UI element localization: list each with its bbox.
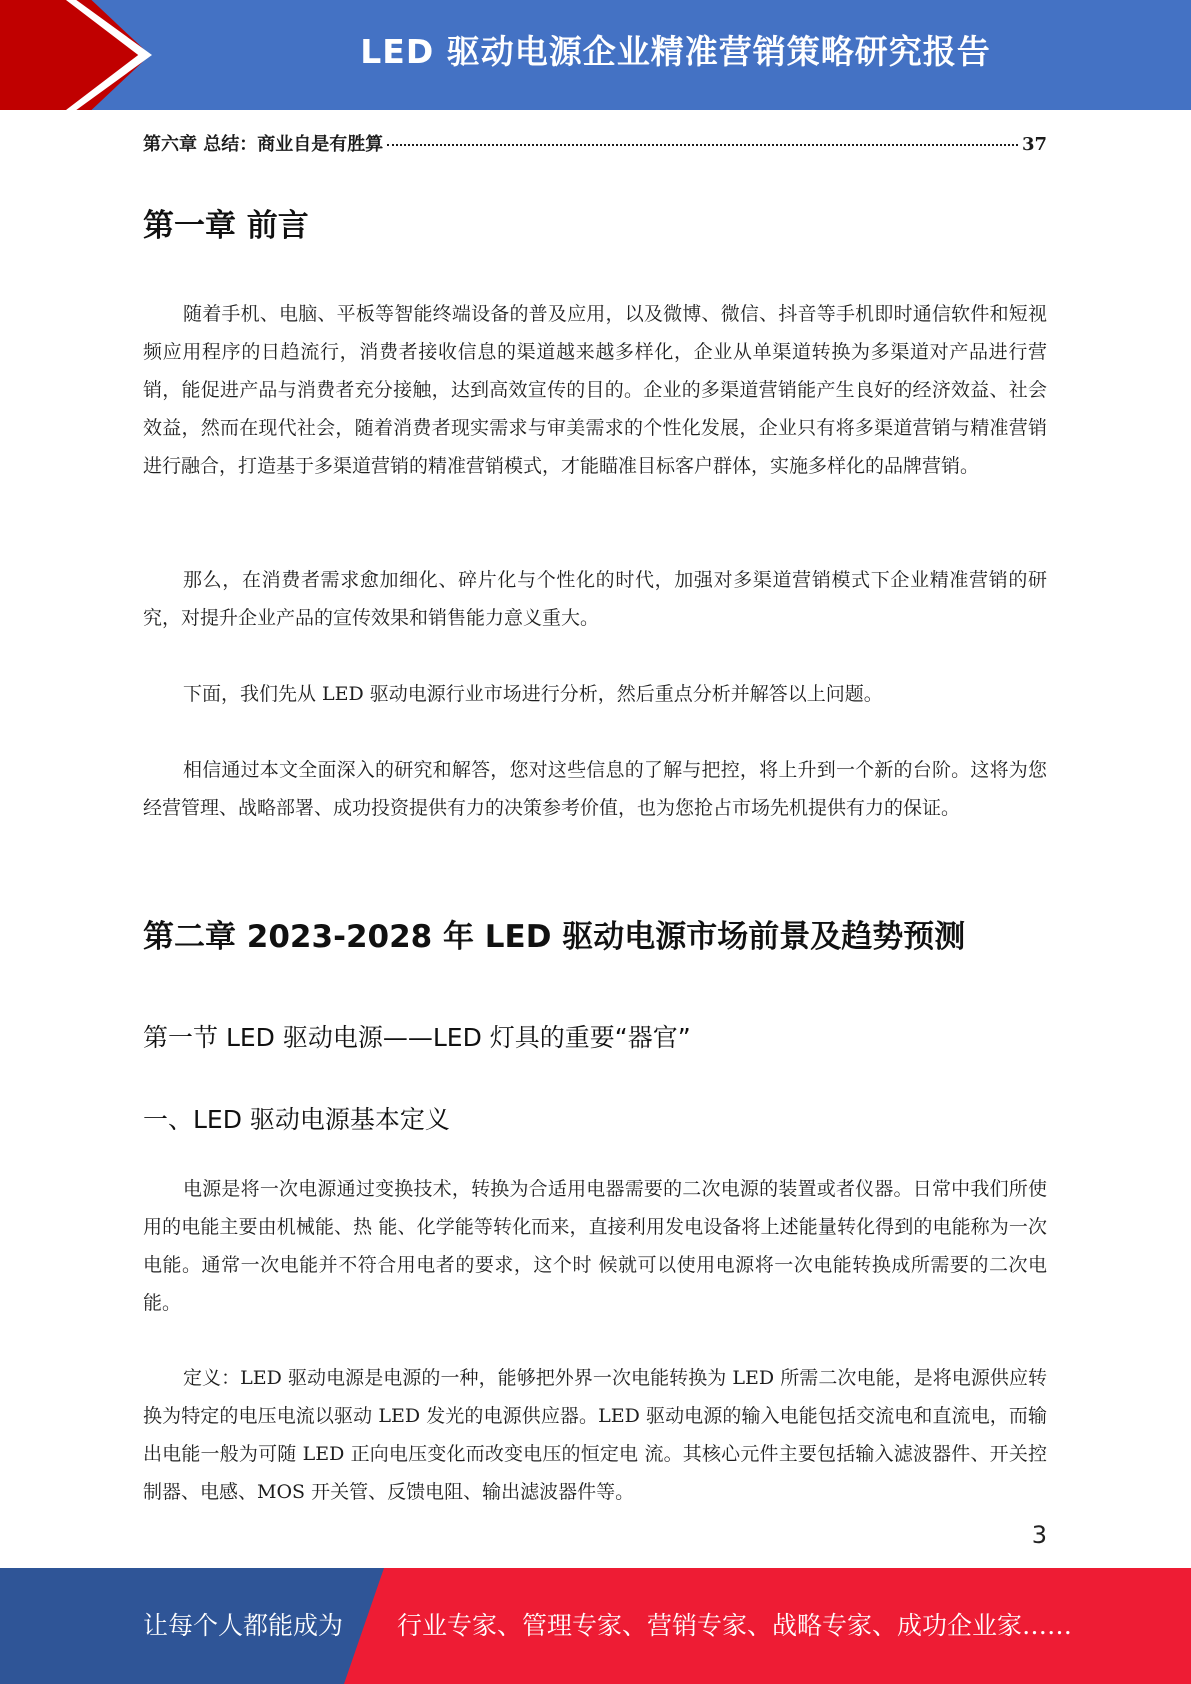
page-header-banner <box>0 0 1191 110</box>
chapter2-paragraph-1: 电源是将一次电源通过变换技术，转换为合适用电器需要的二次电源的装置或者仪器。日常中我们所使用的电能主要由机械能、热 能、化学能等转化而来，直接利用发电设备将上述能量转化得到的电能称为一次电能。通常一次电能并不符合用电者的要求，这个时 候就可以使用电源将一次电能转换成所需要的二次电能。 <box>143 1178 1047 1314</box>
page-number: 3 <box>1031 1521 1047 1549</box>
chapter2-heading: 第二章 2023-2028 年 LED 驱动电源市场前景及趋势预测 <box>143 919 966 955</box>
subsection1-heading: 一、LED 驱动电源基本定义 <box>143 1105 450 1134</box>
footer-slogan-right: 行业专家、管理专家、营销专家、战略专家、成功企业家…… <box>397 1611 1073 1640</box>
toc-dot-leader <box>387 144 1018 146</box>
section1-heading: 第一节 LED 驱动电源——LED 灯具的重要“器官” <box>143 1023 691 1052</box>
toc-page-number: 37 <box>1021 134 1047 155</box>
report-title: LED 驱动电源企业精准营销策略研究报告 <box>360 32 991 71</box>
chapter2-paragraph-2: 定义：LED 驱动电源是电源的一种，能够把外界一次电能转换为 LED 所需二次电能，是将电源供应转换为特定的电压电流以驱动 LED 发光的电源供应器。LED 驱动电源的输入电能包括交流电和直流电，而输出电能一般为可随 LED 正向电压变化而改变电压的恒定电 流。其核心元件主要包括输入滤波器件、开关控制器、电感、MOS 开关管、反馈电阻、输出滤波器件等。 <box>143 1367 1047 1503</box>
toc-entry-label: 第六章 总结：商业自是有胜算 <box>143 134 384 155</box>
toc-entry[interactable] <box>143 130 1047 160</box>
chapter1-heading: 第一章 前言 <box>143 208 309 244</box>
chapter1-paragraph-1: 随着手机、电脑、平板等智能终端设备的普及应用，以及微博、微信、抖音等手机即时通信软件和短视频应用程序的日趋流行，消费者接收信息的渠道越来越多样化，企业从单渠道转换为多渠道对产品进行营销，能促进产品与消费者充分接触，达到高效宣传的目的。企业的多渠道营销能产生良好的经济效益、社会效益，然而在现代社会，随着消费者现实需求与审美需求的个性化发展，企业只有将多渠道营销与精准营销进行融合，打造基于多渠道营销的精准营销模式，才能瞄准目标客户群体，实施多样化的品牌营销。 <box>143 303 1047 477</box>
page-footer-banner <box>0 1568 1191 1684</box>
chapter1-paragraph-2: 那么，在消费者需求愈加细化、碎片化与个性化的时代，加强对多渠道营销模式下企业精准营销的研究，对提升企业产品的宣传效果和销售能力意义重大。 <box>143 569 1047 629</box>
chapter1-paragraph-4: 相信通过本文全面深入的研究和解答，您对这些信息的了解与把控，将上升到一个新的台阶。这将为您经营管理、战略部署、成功投资提供有力的决策参考价值，也为您抢占市场先机提供有力的保证。 <box>143 759 1047 819</box>
footer-slogan-left: 让每个人都能成为 <box>143 1611 344 1640</box>
header-red-arrow-decoration <box>0 0 150 110</box>
chapter1-paragraph-3: 下面，我们先从 LED 驱动电源行业市场进行分析，然后重点分析并解答以上问题。 <box>183 683 883 705</box>
